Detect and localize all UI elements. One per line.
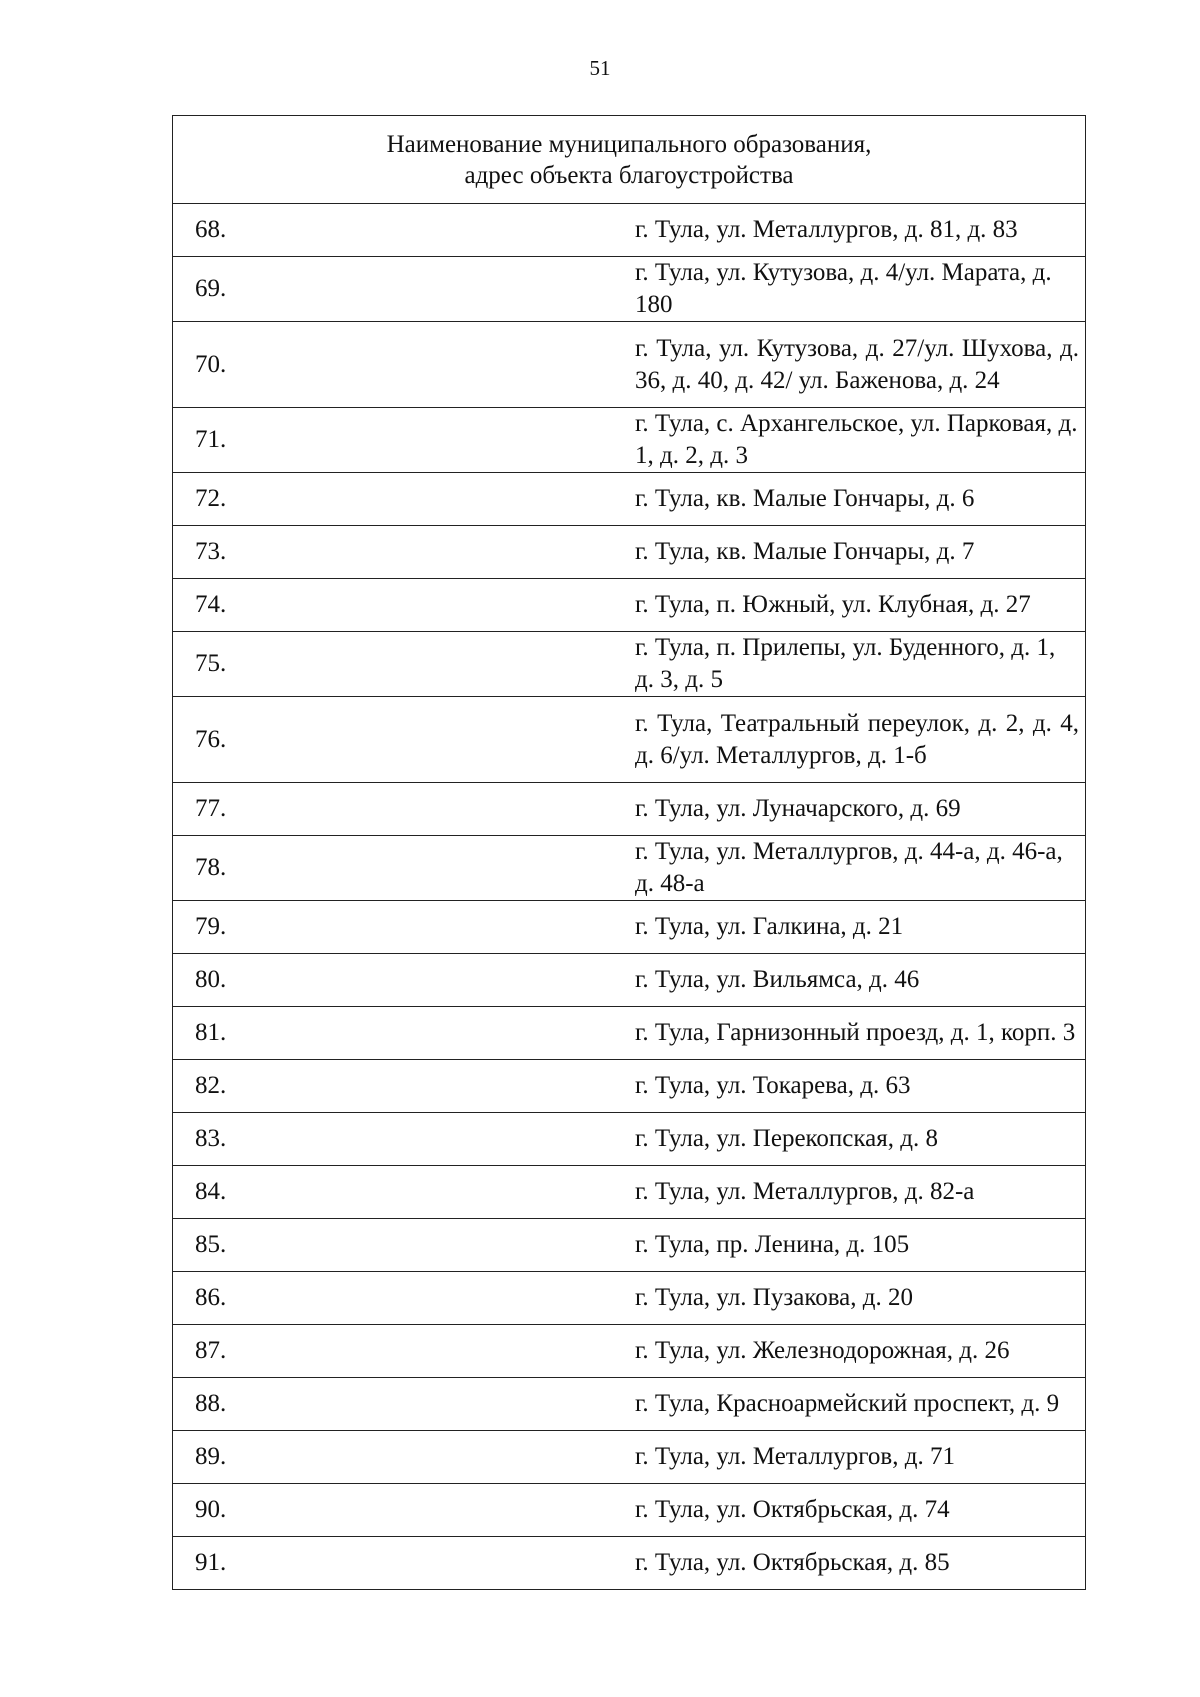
table-row [173, 1537, 1086, 1590]
row-number: 88. [173, 1378, 630, 1431]
row-address: г. Тула, ул. Токарева, д. 63 [629, 1060, 1086, 1113]
row-address: г. Тула, ул. Металлургов, д. 44-а, д. 46-а, д. 48-а [629, 836, 1086, 901]
table-row [173, 408, 1086, 473]
row-address: г. Тула, п. Южный, ул. Клубная, д. 27 [629, 579, 1086, 632]
row-number: 71. [173, 408, 630, 473]
table-row [173, 1325, 1086, 1378]
row-address: г. Тула, ул. Железнодорожная, д. 26 [629, 1325, 1086, 1378]
row-address: г. Тула, Театральный переулок, д. 2, д. 4, д. 6/ул. Металлургов, д. 1-б [629, 697, 1086, 783]
page-number: 51 [589, 56, 611, 80]
row-address: г. Тула, Гарнизонный проезд, д. 1, корп. 3 [629, 1007, 1086, 1060]
table-row [173, 257, 1086, 322]
row-number: 75. [173, 632, 630, 697]
row-address: г. Тула, ул. Перекопская, д. 8 [629, 1113, 1086, 1166]
row-number: 72. [173, 473, 630, 526]
row-number: 70. [173, 322, 630, 408]
row-address: г. Тула, ул. Октябрьская, д. 85 [629, 1537, 1086, 1590]
row-address: г. Тула, ул. Металлургов, д. 82-а [629, 1166, 1086, 1219]
row-address: г. Тула, ул. Кутузова, д. 27/ул. Шухова, д. 36, д. 40, д. 42/ ул. Баженова, д. 24 [629, 322, 1086, 408]
row-number: 91. [173, 1537, 630, 1590]
row-number: 68. [173, 204, 630, 257]
row-number: 79. [173, 901, 630, 954]
row-number: 90. [173, 1484, 630, 1537]
table-row [173, 579, 1086, 632]
table-row [173, 954, 1086, 1007]
row-address: г. Тула, кв. Малые Гончары, д. 7 [629, 526, 1086, 579]
table-row [173, 836, 1086, 901]
table-row [173, 1113, 1086, 1166]
table-row [173, 473, 1086, 526]
row-number: 85. [173, 1219, 630, 1272]
address-table [172, 115, 1086, 1590]
header-line-1: Наименование муниципального образования, [386, 130, 872, 158]
table-row [173, 1484, 1086, 1537]
row-address: г. Тула, ул. Кутузова, д. 4/ул. Марата, д. 180 [629, 257, 1086, 322]
header-line-2: адрес объекта благоустройства [464, 161, 794, 189]
table-row [173, 1166, 1086, 1219]
row-address: г. Тула, ул. Металлургов, д. 71 [629, 1431, 1086, 1484]
table-row [173, 697, 1086, 783]
row-number: 69. [173, 257, 630, 322]
row-address: г. Тула, ул. Галкина, д. 21 [629, 901, 1086, 954]
table-row [173, 1007, 1086, 1060]
table-header-cell [173, 116, 1086, 204]
row-address: г. Тула, пр. Ленина, д. 105 [629, 1219, 1086, 1272]
row-address: г. Тула, Красноармейский проспект, д. 9 [629, 1378, 1086, 1431]
row-address: г. Тула, ул. Вильямса, д. 46 [629, 954, 1086, 1007]
row-number: 87. [173, 1325, 630, 1378]
row-number: 89. [173, 1431, 630, 1484]
table-row [173, 1219, 1086, 1272]
row-number: 82. [173, 1060, 630, 1113]
row-number: 80. [173, 954, 630, 1007]
row-address: г. Тула, п. Прилепы, ул. Буденного, д. 1, д. 3, д. 5 [629, 632, 1086, 697]
row-address: г. Тула, ул. Металлургов, д. 81, д. 83 [629, 204, 1086, 257]
row-address: г. Тула, с. Архангельское, ул. Парковая, д. 1, д. 2, д. 3 [629, 408, 1086, 473]
table-row [173, 1378, 1086, 1431]
row-number: 83. [173, 1113, 630, 1166]
row-address: г. Тула, ул. Луначарского, д. 69 [629, 783, 1086, 836]
table-row [173, 526, 1086, 579]
table-row [173, 1272, 1086, 1325]
row-number: 74. [173, 579, 630, 632]
row-number: 86. [173, 1272, 630, 1325]
table-row [173, 204, 1086, 257]
row-address: г. Тула, кв. Малые Гончары, д. 6 [629, 473, 1086, 526]
table-row [173, 901, 1086, 954]
table-row [173, 1060, 1086, 1113]
row-number: 77. [173, 783, 630, 836]
row-address: г. Тула, ул. Октябрьская, д. 74 [629, 1484, 1086, 1537]
table-row [173, 783, 1086, 836]
table-row [173, 632, 1086, 697]
table-header-row [173, 116, 1086, 204]
table-row [173, 322, 1086, 408]
row-number: 73. [173, 526, 630, 579]
table-row [173, 1431, 1086, 1484]
row-number: 84. [173, 1166, 630, 1219]
row-number: 78. [173, 836, 630, 901]
row-address: г. Тула, ул. Пузакова, д. 20 [629, 1272, 1086, 1325]
row-number: 76. [173, 697, 630, 783]
row-number: 81. [173, 1007, 630, 1060]
